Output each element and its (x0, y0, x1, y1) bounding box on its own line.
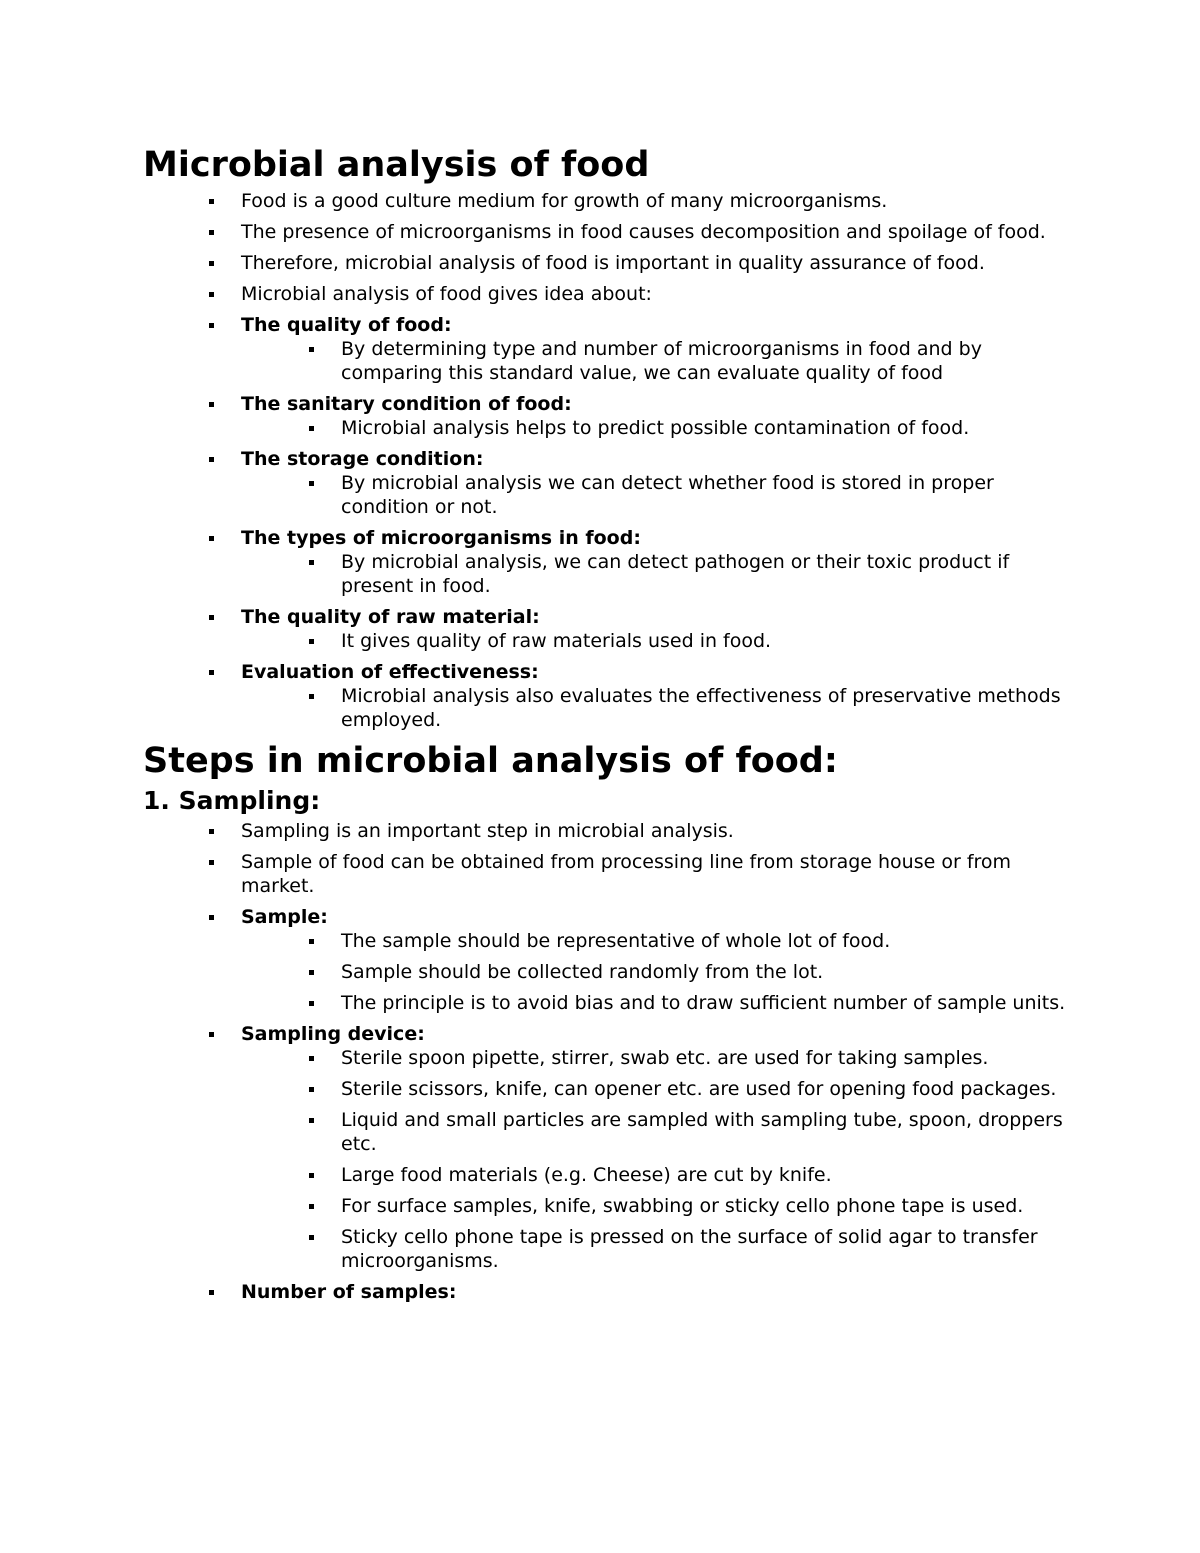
square-bullet-icon (309, 1204, 314, 1209)
nested-list-item (241, 416, 1073, 440)
nested-list-item (241, 1046, 1073, 1070)
list-item (143, 392, 1073, 440)
square-bullet-icon (309, 694, 314, 699)
list-item (143, 605, 1073, 653)
list-item-text: Microbial analysis of food gives idea about: (241, 283, 652, 305)
list-item (143, 313, 1073, 385)
nested-list-item-text: Sterile spoon pipette, stirrer, swab etc. are used for taking samples. (341, 1047, 989, 1069)
nested-bullet-list (241, 684, 1073, 732)
square-bullet-icon (309, 1056, 314, 1061)
list-item-text: Sampling is an important step in microbial analysis. (241, 820, 734, 842)
square-bullet-icon (209, 1032, 214, 1037)
square-bullet-icon (209, 1290, 214, 1295)
square-bullet-icon (209, 292, 214, 297)
nested-list-item (241, 929, 1073, 953)
nested-list-item-text: Sample should be collected randomly from the lot. (341, 961, 824, 983)
list-item-text: The quality of food: (241, 314, 452, 336)
section-title: Microbial analysis of food (143, 145, 650, 185)
list-item (143, 282, 1073, 306)
nested-bullet-list (241, 629, 1073, 653)
list-item (143, 251, 1073, 275)
square-bullet-icon (209, 323, 214, 328)
square-bullet-icon (309, 1001, 314, 1006)
square-bullet-icon (209, 199, 214, 204)
list-item (143, 1022, 1073, 1273)
nested-list-item-text: Microbial analysis also evaluates the effectiveness of preservative methods employed. (341, 685, 1061, 731)
subsection-title: 1. Sampling: (143, 786, 321, 815)
nested-list-item (241, 1225, 1073, 1273)
nested-list-item (241, 629, 1073, 653)
square-bullet-icon (309, 481, 314, 486)
square-bullet-icon (209, 230, 214, 235)
list-item-text: Sampling device: (241, 1023, 425, 1045)
list-item-text: The presence of microorganisms in food causes decomposition and spoilage of food. (241, 221, 1046, 243)
square-bullet-icon (309, 1173, 314, 1178)
square-bullet-icon (209, 402, 214, 407)
square-bullet-icon (209, 457, 214, 462)
nested-list-item-text: Sterile scissors, knife, can opener etc. are used for opening food packages. (341, 1078, 1057, 1100)
list-item-text: Sample: (241, 906, 328, 928)
square-bullet-icon (309, 1235, 314, 1240)
square-bullet-icon (209, 829, 214, 834)
square-bullet-icon (309, 347, 314, 352)
square-bullet-icon (209, 670, 214, 675)
list-item (143, 220, 1073, 244)
nested-list-item-text: The sample should be representative of whole lot of food. (341, 930, 891, 952)
square-bullet-icon (309, 426, 314, 431)
list-item (143, 526, 1073, 598)
nested-list-item (241, 960, 1073, 984)
list-item-text: Evaluation of effectiveness: (241, 661, 539, 683)
nested-bullet-list (241, 1046, 1073, 1273)
nested-list-item-text: Sticky cello phone tape is pressed on the surface of solid agar to transfer microorganisms. (341, 1226, 1038, 1272)
list-item (143, 1280, 1073, 1304)
nested-bullet-list (241, 550, 1073, 598)
list-item-text: The types of microorganisms in food: (241, 527, 641, 549)
square-bullet-icon (209, 536, 214, 541)
square-bullet-icon (209, 860, 214, 865)
list-item-text: Food is a good culture medium for growth of many microorganisms. (241, 190, 888, 212)
list-item-text: Number of samples: (241, 1281, 457, 1303)
section-title: Steps in microbial analysis of food: (143, 741, 838, 781)
nested-list-item-text: It gives quality of raw materials used in food. (341, 630, 772, 652)
nested-list-item (241, 1077, 1073, 1101)
nested-list-item (241, 684, 1073, 732)
nested-list-item-text: By microbial analysis we can detect whether food is stored in proper condition or not. (341, 472, 994, 518)
nested-bullet-list (241, 337, 1073, 385)
square-bullet-icon (209, 615, 214, 620)
square-bullet-icon (309, 560, 314, 565)
nested-list-item-text: Large food materials (e.g. Cheese) are cut by knife. (341, 1164, 832, 1186)
nested-list-item (241, 550, 1073, 598)
square-bullet-icon (309, 939, 314, 944)
square-bullet-icon (309, 1118, 314, 1123)
list-item-text: Sample of food can be obtained from processing line from storage house or from market. (241, 851, 1012, 897)
list-item (143, 660, 1073, 732)
nested-list-item (241, 1194, 1073, 1218)
nested-bullet-list (241, 929, 1073, 1015)
nested-list-item (241, 991, 1073, 1015)
bullet-list (143, 189, 1073, 732)
nested-list-item-text: Microbial analysis helps to predict possible contamination of food. (341, 417, 970, 439)
list-item (143, 850, 1073, 898)
list-item (143, 189, 1073, 213)
nested-list-item (241, 471, 1073, 519)
bullet-list (143, 819, 1073, 1304)
list-item-text: The storage condition: (241, 448, 484, 470)
list-item (143, 819, 1073, 843)
nested-list-item-text: Liquid and small particles are sampled with sampling tube, spoon, droppers etc. (341, 1109, 1063, 1155)
list-item (143, 905, 1073, 1015)
square-bullet-icon (309, 1087, 314, 1092)
square-bullet-icon (309, 970, 314, 975)
list-item-text: Therefore, microbial analysis of food is important in quality assurance of food. (241, 252, 985, 274)
nested-bullet-list (241, 416, 1073, 440)
list-item-text: The quality of raw material: (241, 606, 540, 628)
nested-list-item (241, 1108, 1073, 1156)
nested-list-item-text: For surface samples, knife, swabbing or sticky cello phone tape is used. (341, 1195, 1024, 1217)
square-bullet-icon (209, 915, 214, 920)
nested-list-item-text: By determining type and number of microorganisms in food and by comparing this standard value, we can evaluate quality of food (341, 338, 982, 384)
document-page (143, 143, 1073, 1311)
nested-list-item (241, 337, 1073, 385)
nested-list-item-text: By microbial analysis, we can detect pathogen or their toxic product if present in food. (341, 551, 1010, 597)
list-item (143, 447, 1073, 519)
nested-bullet-list (241, 471, 1073, 519)
nested-list-item-text: The principle is to avoid bias and to draw sufficient number of sample units. (341, 992, 1066, 1014)
square-bullet-icon (209, 261, 214, 266)
nested-list-item (241, 1163, 1073, 1187)
list-item-text: The sanitary condition of food: (241, 393, 572, 415)
square-bullet-icon (309, 639, 314, 644)
